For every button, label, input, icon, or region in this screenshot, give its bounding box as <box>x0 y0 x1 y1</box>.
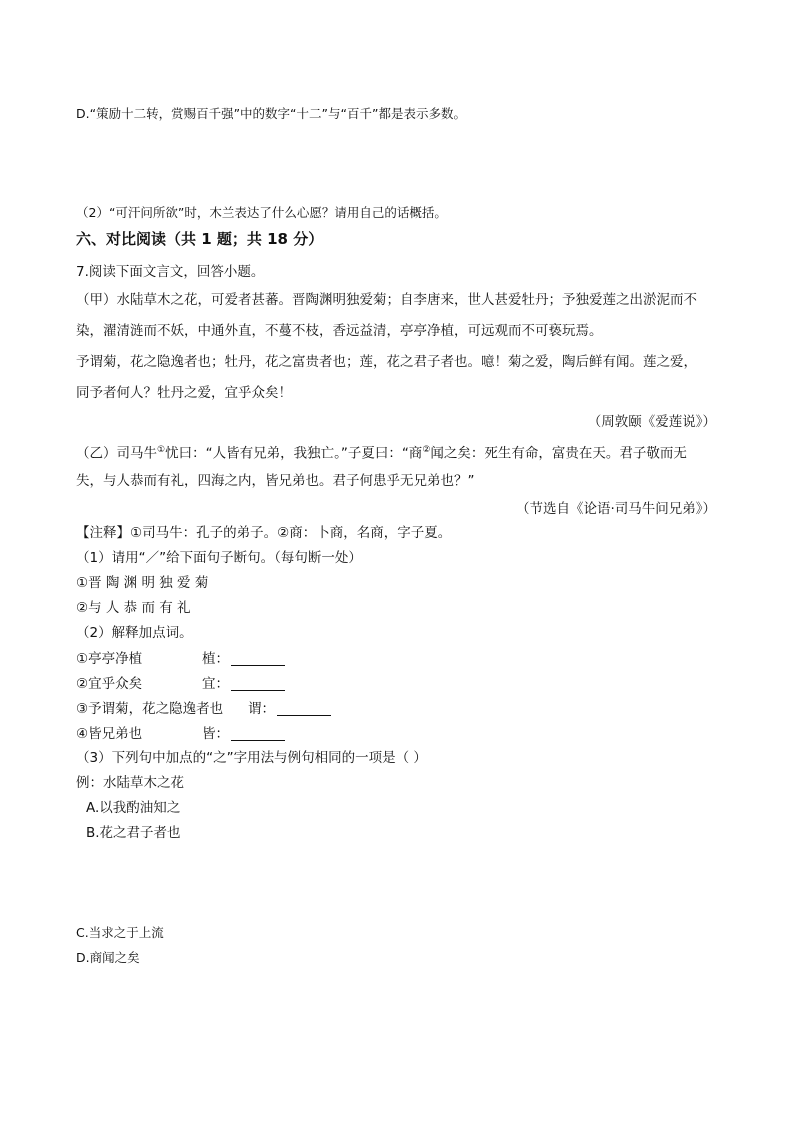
subquestion-1-item-2: ②与 人 恭 而 有 礼 <box>76 600 191 616</box>
item-word: 宜： <box>202 676 229 692</box>
subquestion-2-item-2 <box>76 674 285 694</box>
item-word: 谓： <box>248 701 275 717</box>
option-b[interactable]: B.花之君子者也 <box>86 825 181 841</box>
item-phrase: ③予谓菊，花之隐逸者也 <box>76 701 224 717</box>
passage-yi-line-1 <box>76 440 687 464</box>
answer-blank[interactable] <box>231 651 285 666</box>
passage-yi-source: （节选自《论语·司马牛问兄弟》） <box>515 501 716 517</box>
option-d[interactable]: D.商闻之矣 <box>76 950 140 965</box>
item-word: 皆： <box>202 726 229 742</box>
subquestion-2-item-1 <box>76 649 285 669</box>
passage-yi-line-2: 失，与人恭而有礼，四海之内，皆兄弟也。君子何患乎无兄弟也？” <box>76 473 475 489</box>
item-phrase: ④皆兄弟也 <box>76 726 143 742</box>
section-title: 六、对比阅读（共 1 题；共 18 分） <box>76 230 324 248</box>
question-7-intro: 7.阅读下面文言文，回答小题。 <box>76 264 265 280</box>
annotation-notes: 【注释】①司马牛：孔子的弟子。②商：卜商，名商，字子夏。 <box>76 525 452 541</box>
subquestion-1: （1）请用“／”给下面句子断句。（每句断一处） <box>76 550 362 566</box>
answer-blank[interactable] <box>231 726 285 741</box>
subquestion-2-item-3 <box>76 699 331 719</box>
subquestion-2-item-4 <box>76 724 285 744</box>
passage-jia-line-2: 染，濯清涟而不妖，中通外直，不蔓不枝，香远益清，亭亭净植，可远观而不可亵玩焉。 <box>76 323 603 339</box>
item-phrase: ①亭亭净植 <box>76 651 143 667</box>
subquestion-1-item-1: ①晋 陶 渊 明 独 爱 菊 <box>76 575 209 591</box>
passage-yi-line-1-b: 忧曰：“人皆有兄弟，我独亡。”子夏曰：“商 <box>165 445 423 462</box>
option-d-previous: D.“策励十二转，赏赐百千强”中的数字“十二”与“百千”都是表示多数。 <box>76 106 466 121</box>
note-1-marker: ① <box>157 445 166 455</box>
subquestion-3-example: 例：水陆草木之花 <box>76 775 184 791</box>
question-2-previous: （2）“可汗问所欲”时，木兰表达了什么心愿？请用自己的话概括。 <box>76 205 447 220</box>
note-2-marker: ② <box>422 445 431 455</box>
option-c[interactable]: C.当求之于上流 <box>76 925 164 940</box>
passage-jia-source: （周敦颐《爱莲说》） <box>587 414 716 430</box>
answer-blank[interactable] <box>277 701 331 716</box>
passage-jia-line-4: 同予者何人？牡丹之爱，宜乎众矣！ <box>76 385 292 401</box>
subquestion-2: （2）解释加点词。 <box>76 625 193 641</box>
passage-jia-line-1: （甲）水陆草木之花，可爱者甚蕃。晋陶渊明独爱菊；自李唐来，世人甚爱牡丹；予独爱莲之出淤泥而不 <box>76 292 697 308</box>
item-phrase: ②宜乎众矣 <box>76 676 143 692</box>
passage-jia-line-3: 予谓菊，花之隐逸者也；牡丹，花之富贵者也；莲，花之君子者也。噫！菊之爱，陶后鲜有闻。莲之爱， <box>76 354 697 370</box>
item-word: 植： <box>202 651 229 667</box>
option-a[interactable]: A.以我酌油知之 <box>86 800 181 816</box>
answer-blank[interactable] <box>231 676 285 691</box>
passage-yi-line-1-a: （乙）司马牛 <box>76 445 157 462</box>
subquestion-3: （3）下列句中加点的“之”字用法与例句相同的一项是（ ） <box>76 750 427 766</box>
passage-yi-line-1-c: 闻之矣：死生有命，富贵在天。君子敬而无 <box>430 445 687 462</box>
